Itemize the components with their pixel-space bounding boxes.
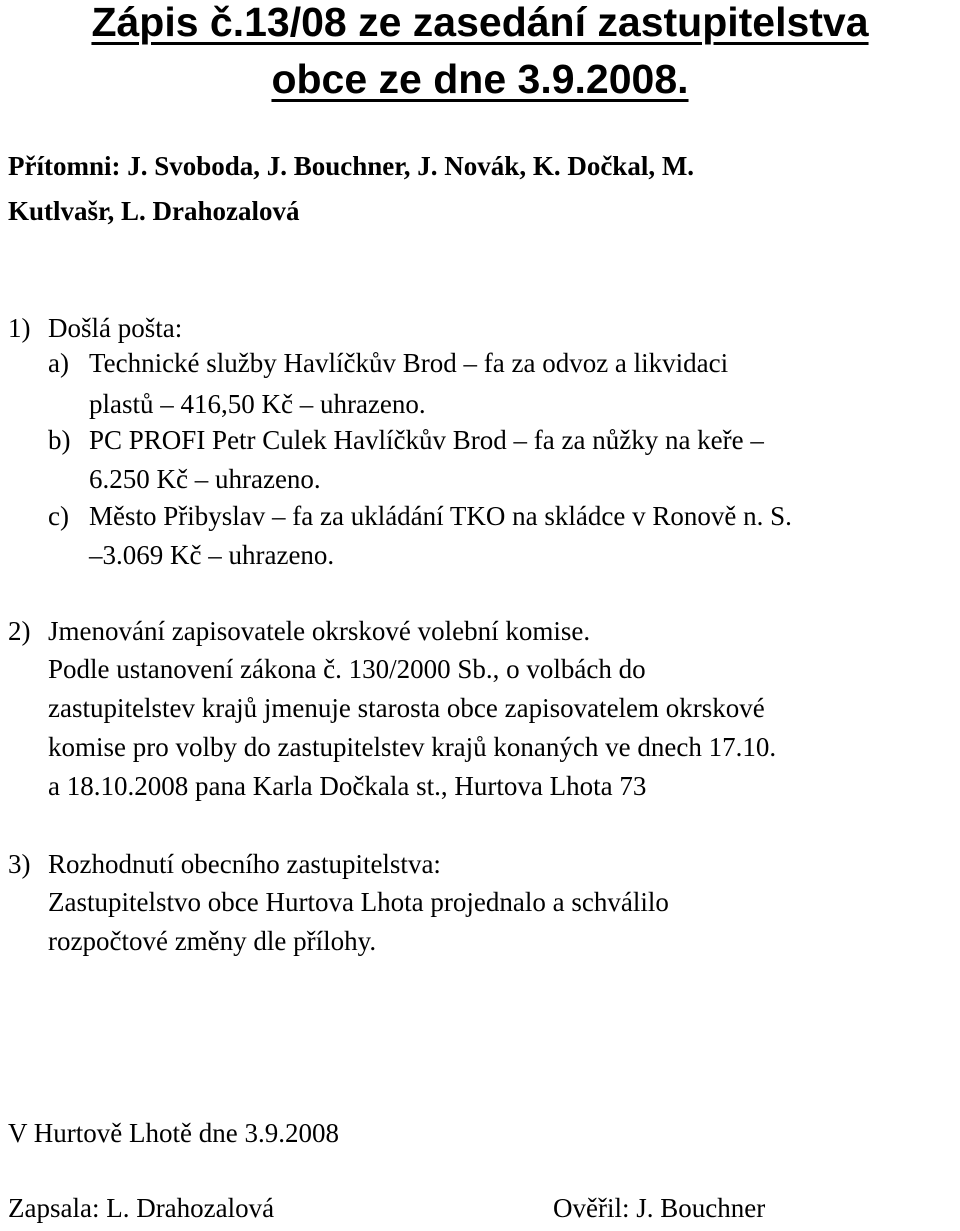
item-2-body-line-2: zastupitelstev krajů jmenuje starosta obce zapisovatelem okrskové <box>48 693 765 723</box>
item-2-body-line-1: Podle ustanovení zákona č. 130/2000 Sb., o volbách do <box>48 654 646 684</box>
attendees-line-1: Přítomni: J. Svoboda, J. Bouchner, J. Novák, K. Dočkal, M. <box>8 151 695 181</box>
item-2-number: 2) <box>8 616 31 646</box>
item-3-body-line-2: rozpočtové změny dle přílohy. <box>48 926 377 956</box>
item-1b-line-1: PC PROFI Petr Culek Havlíčkův Brod – fa za nůžky na keře – <box>89 425 764 455</box>
item-1a-line-2: plastů – 416,50 Kč – uhrazeno. <box>89 389 426 419</box>
item-1a-line-1: Technické služby Havlíčkův Brod – fa za odvoz a likvidaci <box>89 348 729 378</box>
item-1b-line-2: 6.250 Kč – uhrazeno. <box>89 464 321 494</box>
place-and-date: V Hurtově Lhotě dne 3.9.2008 <box>8 1118 339 1148</box>
item-2-body-line-4: a 18.10.2008 pana Karla Dočkala st., Hurtova Lhota 73 <box>48 771 647 801</box>
item-1a-letter: a) <box>48 348 69 378</box>
item-3-number: 3) <box>8 849 31 879</box>
written-by: Zapsala: L. Drahozalová <box>8 1193 275 1223</box>
item-1-number: 1) <box>8 313 31 343</box>
item-1-heading: Došlá pošta: <box>48 313 183 343</box>
item-1c-line-2: –3.069 Kč – uhrazeno. <box>89 540 335 570</box>
item-1c-line-1: Město Přibyslav – fa za ukládání TKO na skládce v Ronově n. S. <box>89 501 792 531</box>
item-3-body-line-1: Zastupitelstvo obce Hurtova Lhota projednalo a schválilo <box>48 887 669 917</box>
item-1c-letter: c) <box>48 501 69 531</box>
item-2-body-line-3: komise pro volby do zastupitelstev krajů konaných ve dnech 17.10. <box>48 732 777 762</box>
attendees-line-2: Kutlvašr, L. Drahozalová <box>8 196 300 226</box>
document-title-line-1: Zápis č.13/08 ze zasedání zastupitelstva <box>91 0 869 45</box>
verified-by: Ověřil: J. Bouchner <box>553 1193 766 1223</box>
item-3-heading: Rozhodnutí obecního zastupitelstva: <box>48 849 441 879</box>
document-title-line-2: obce ze dne 3.9.2008. <box>271 56 689 102</box>
item-1b-letter: b) <box>48 425 71 455</box>
item-2-heading: Jmenování zapisovatele okrskové volební komise. <box>48 616 591 646</box>
